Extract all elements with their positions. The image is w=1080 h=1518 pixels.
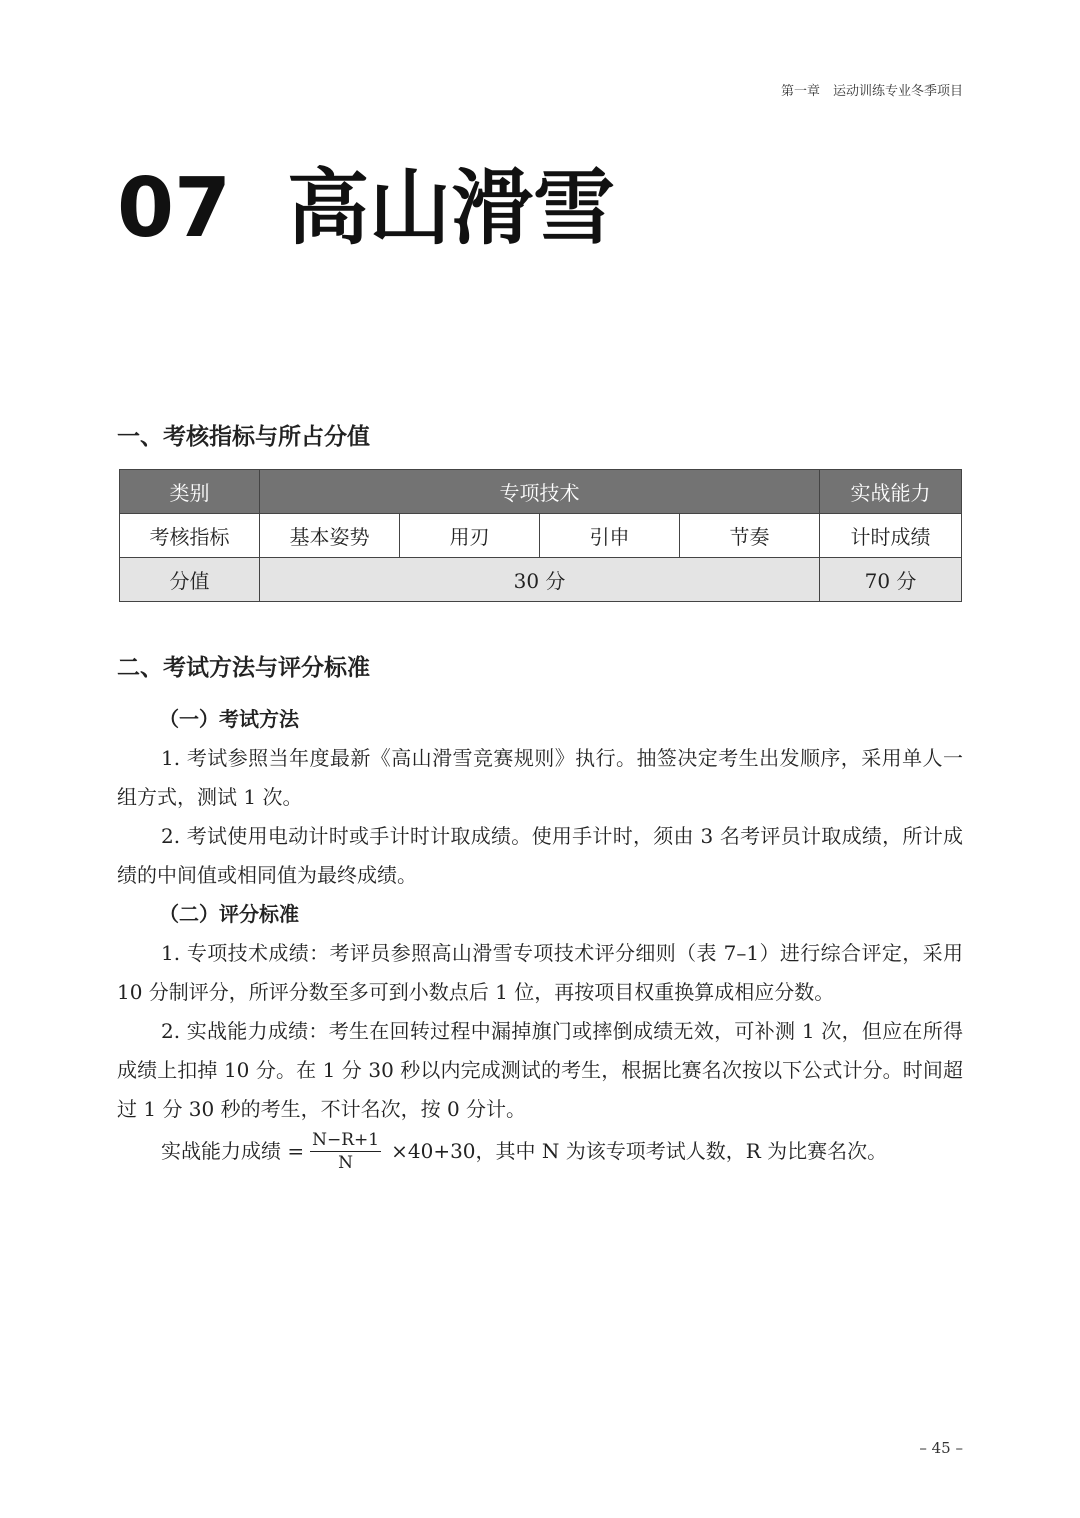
scoring-formula (117, 1129, 963, 1174)
running-head: 第一章 运动训练专业冬季项目 (780, 84, 963, 99)
body-text (117, 700, 963, 1174)
chapter-number: 07 (117, 161, 232, 256)
header-combat: 实战能力 (820, 470, 962, 514)
chapter-title (117, 161, 616, 256)
chapter-name: 高山滑雪 (287, 161, 616, 256)
paragraph: 1. 专项技术成绩：考评员参照高山滑雪专项技术评分细则（表 7–1）进行综合评定，采用 10 分制评分，所评分数至多可到小数点后 1 位，再按项目权重换算成相应分数。 (117, 941, 963, 1004)
row-label-indicator: 考核指标 (120, 514, 260, 558)
formula-rhs: ×40+30，其中 N 为该专项考试人数，R 为比赛名次。 (391, 1139, 888, 1163)
paragraph: 2. 实战能力成绩：考生在回转过程中漏掉旗门或摔倒成绩无效，可补测 1 次，但应在所得成绩上扣掉 10 分。在 1 分 30 秒以内完成测试的考生，根据比赛名次按以下公式计分。时间超过 1 分 30 秒的考生，不计名次，按 0 分计。 (117, 1019, 963, 1121)
header-technique: 专项技术 (260, 470, 820, 514)
sub-heading-method: （一）考试方法 (159, 707, 299, 731)
formula-fraction (310, 1129, 381, 1174)
paragraph: 2. 考试使用电动计时或手计时计取成绩。使用手计时，须由 3 名考评员计取成绩，所计成绩的中间值或相同值为最终成绩。 (117, 824, 963, 887)
cell-timed-result: 计时成绩 (820, 514, 962, 558)
cell-rhythm: 节奏 (680, 514, 820, 558)
row-label-score: 分值 (120, 558, 260, 602)
formula-numerator: N−R+1 (312, 1130, 380, 1150)
cell-combat-score: 70 分 (820, 558, 962, 602)
sub-heading-scoring: （二）评分标准 (159, 902, 299, 926)
table-row (120, 558, 962, 602)
cell-technique-score: 30 分 (260, 558, 820, 602)
formula-denominator: N (338, 1153, 354, 1173)
score-table (119, 469, 962, 602)
paragraph: 1. 考试参照当年度最新《高山滑雪竞赛规则》执行。抽签决定考生出发顺序，采用单人一组方式，测试 1 次。 (117, 746, 963, 809)
cell-extension: 引申 (540, 514, 680, 558)
table-row (120, 514, 962, 558)
cell-edging: 用刃 (400, 514, 540, 558)
header-category: 类别 (120, 470, 260, 514)
cell-basic-posture: 基本姿势 (260, 514, 400, 558)
section-heading-methods: 二、考试方法与评分标准 (117, 654, 370, 681)
table-header-row (120, 470, 962, 514)
page-number: – 45 – (919, 1439, 963, 1457)
formula-lhs: 实战能力成绩 = (161, 1139, 305, 1163)
section-heading-indicators: 一、考核指标与所占分值 (117, 423, 370, 450)
